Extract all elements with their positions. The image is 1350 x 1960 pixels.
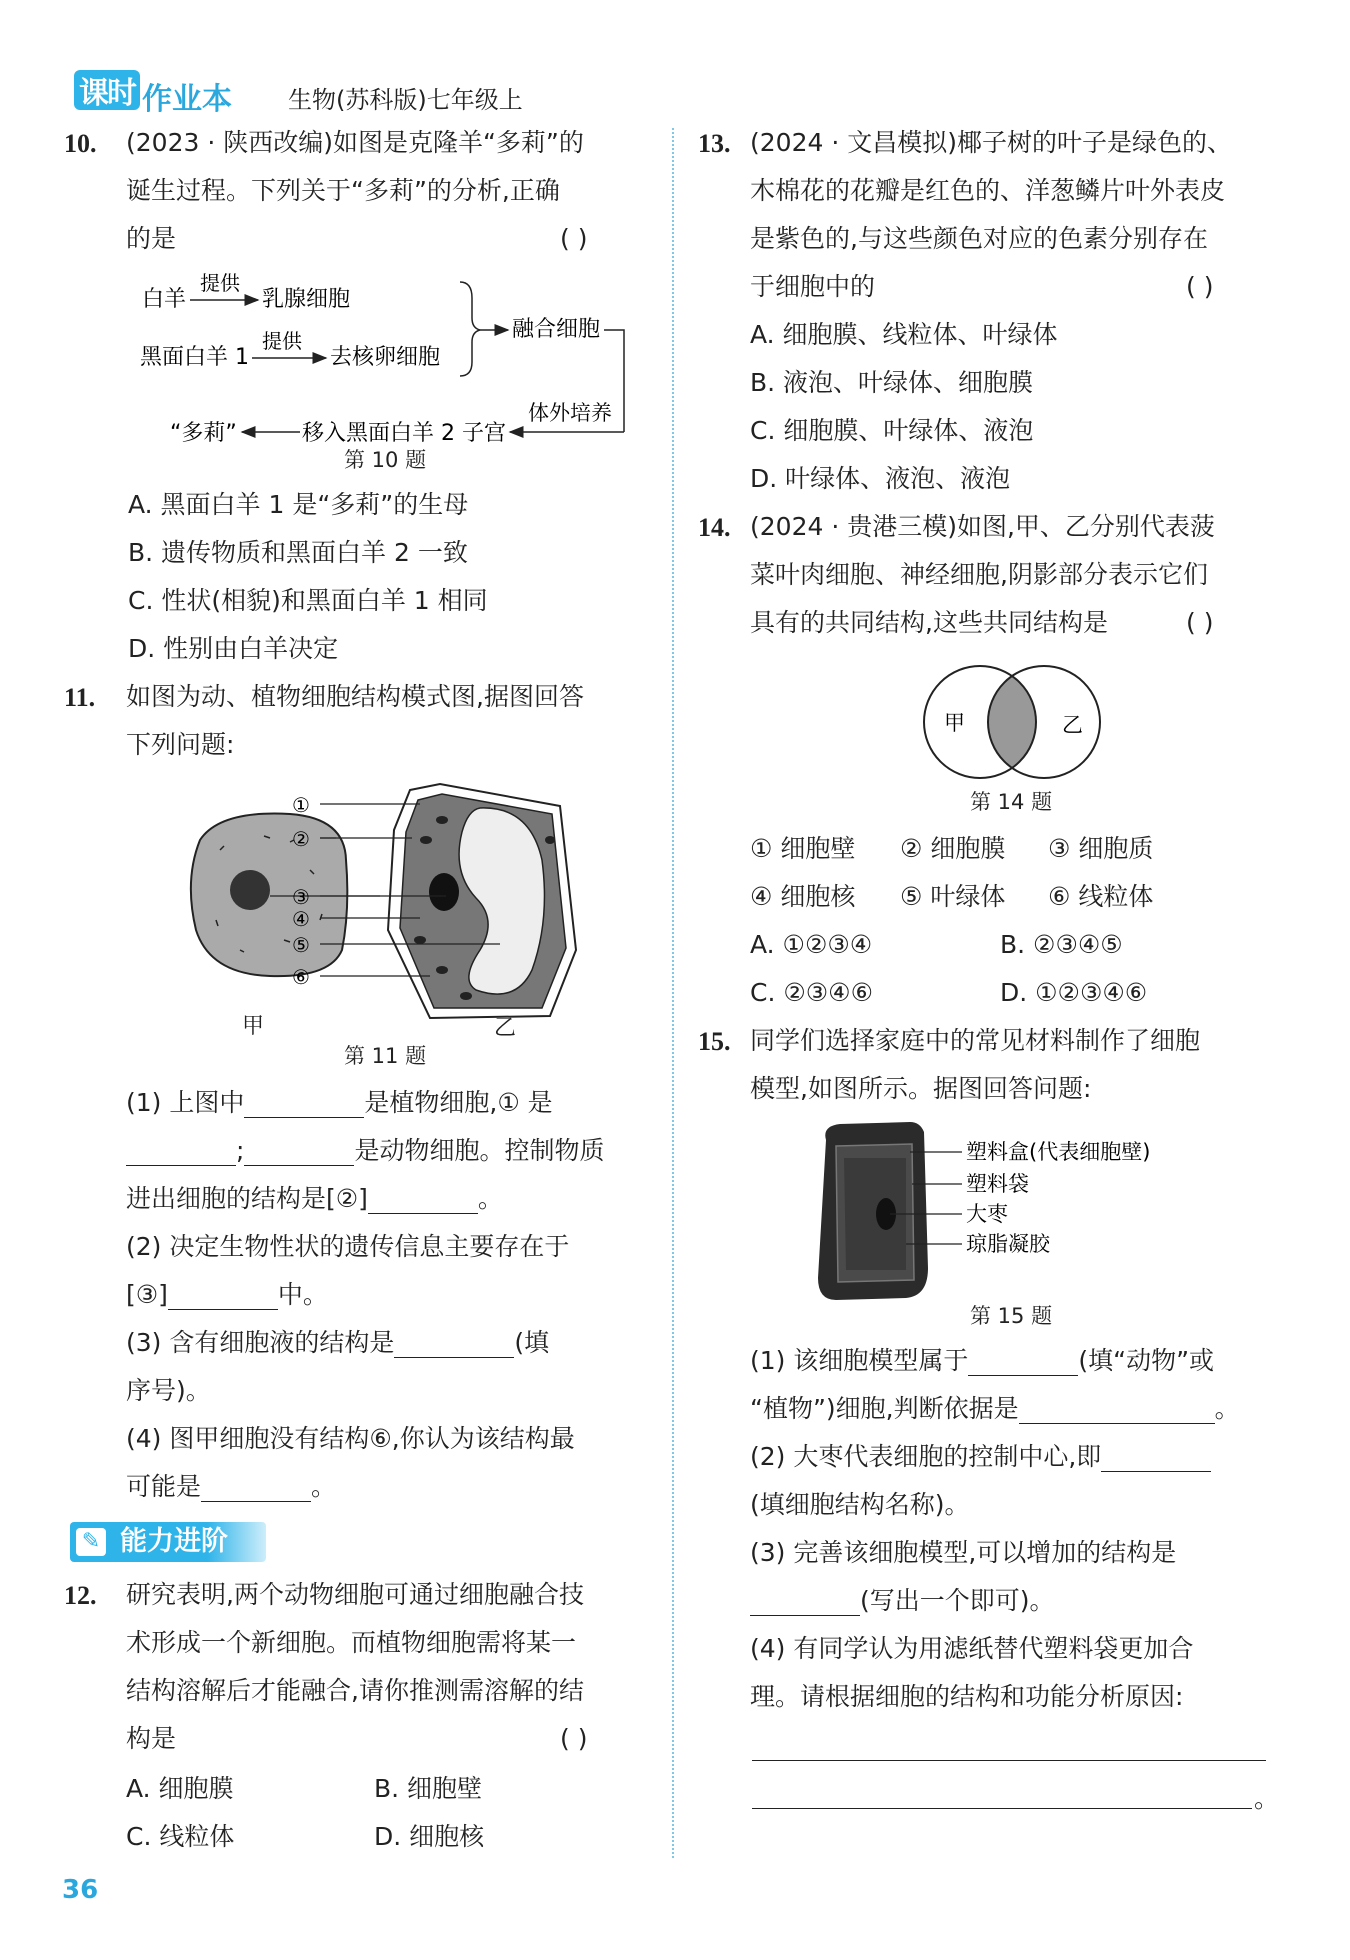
q11-caption: 第 11 题 bbox=[344, 1044, 427, 1068]
q13-number: 13. bbox=[698, 129, 731, 158]
q15-number: 15. bbox=[698, 1027, 731, 1056]
venn-label-right: 乙 bbox=[1062, 713, 1083, 737]
q13-option-c: C. 细胞膜、叶绿体、液泡 bbox=[750, 416, 1034, 445]
q15-caption: 第 15 题 bbox=[970, 1304, 1053, 1328]
dia-enucleated: 去核卵细胞 bbox=[330, 345, 441, 370]
q14-item: ① 细胞壁 bbox=[750, 834, 856, 863]
q11-line: 下列问题: bbox=[126, 730, 235, 759]
q11-line: 如图为动、植物细胞结构模式图,据图回答 bbox=[126, 682, 584, 711]
venn-label-left: 甲 bbox=[944, 711, 965, 735]
q14-item: ④ 细胞核 bbox=[750, 882, 856, 911]
q12-line: 结构溶解后才能融合,请你推测需溶解的结 bbox=[126, 1676, 584, 1705]
q15-sub1: (1) 该细胞模型属于 (填“动物”或 bbox=[750, 1346, 1215, 1375]
q11-label-jia: 甲 bbox=[242, 1014, 265, 1039]
q10-option-a: A. 黑面白羊 1 是“多莉”的生母 bbox=[128, 490, 469, 519]
q12-number: 12. bbox=[64, 1581, 97, 1610]
q13-option-a: A. 细胞膜、线粒体、叶绿体 bbox=[750, 320, 1058, 349]
column-divider bbox=[672, 128, 674, 1858]
q13-line: 是紫色的,与这些颜色对应的色素分别存在 bbox=[750, 224, 1208, 253]
q14-item: ③ 细胞质 bbox=[1048, 834, 1154, 863]
label-4: ④ bbox=[292, 907, 310, 931]
label-2: ② bbox=[292, 827, 310, 851]
dia-brace bbox=[460, 282, 480, 376]
header-logo-sub: 作业本 bbox=[142, 82, 232, 117]
q13-answer-paren: ( ) bbox=[1186, 272, 1214, 301]
q10-option-d: D. 性别由白羊决定 bbox=[128, 634, 339, 663]
q15-sub3: (3) 完善该细胞模型,可以增加的结构是 bbox=[750, 1538, 1177, 1567]
q15-sub4: (4) 有同学认为用滤纸替代塑料袋更加合 bbox=[750, 1634, 1194, 1663]
q14-option-b: B. ②③④⑤ bbox=[1000, 930, 1123, 959]
q14-line: 具有的共同结构,这些共同结构是 bbox=[750, 608, 1108, 637]
model-label: 塑料盒(代表细胞壁) bbox=[966, 1140, 1151, 1164]
answer-blank[interactable] bbox=[394, 1333, 514, 1358]
q13-line: 于细胞中的 bbox=[750, 272, 876, 301]
q11-number: 11. bbox=[64, 683, 96, 712]
answer-blank[interactable] bbox=[368, 1189, 478, 1214]
q11-label-yi: 乙 bbox=[494, 1016, 517, 1041]
answer-blank[interactable] bbox=[244, 1141, 354, 1166]
dia-white-sheep: 白羊 bbox=[142, 287, 187, 312]
q11-sub3-cont: 序号)。 bbox=[126, 1376, 211, 1405]
q14-number: 14. bbox=[698, 513, 731, 542]
q11-sub1: (1) 上图中 是植物细胞,① 是 bbox=[126, 1088, 553, 1117]
dia-dolly: “多莉” bbox=[170, 421, 237, 446]
q11-sub4-cont: 可能是 。 bbox=[126, 1472, 337, 1501]
dia-culture: 体外培养 bbox=[528, 401, 612, 425]
q14-item: ② 细胞膜 bbox=[900, 834, 1006, 863]
q12-option-b: B. 细胞壁 bbox=[374, 1774, 483, 1803]
header-logo: 课时 bbox=[74, 70, 140, 110]
q12-option-a: A. 细胞膜 bbox=[126, 1774, 234, 1803]
q11-sub2: (2) 决定生物性状的遗传信息主要存在于 bbox=[126, 1232, 570, 1261]
answer-blank[interactable] bbox=[968, 1351, 1078, 1376]
q15-sub3-cont: (写出一个即可)。 bbox=[750, 1586, 1055, 1616]
answer-blank[interactable] bbox=[244, 1093, 364, 1118]
dia-provide1: 提供 bbox=[200, 271, 240, 295]
q12-line: 构是 bbox=[126, 1724, 177, 1753]
answer-blank[interactable] bbox=[168, 1285, 278, 1310]
label-3: ③ bbox=[292, 885, 310, 909]
q10-option-b: B. 遗传物质和黑面白羊 2 一致 bbox=[128, 538, 468, 567]
pencil-icon: ✎ bbox=[76, 1528, 106, 1556]
answer-blank[interactable] bbox=[201, 1477, 311, 1502]
animal-nucleus bbox=[230, 870, 270, 910]
q11-sub4: (4) 图甲细胞没有结构⑥,你认为该结构最 bbox=[126, 1424, 575, 1453]
dia-transfer: 移入黑面白羊 2 子宫 bbox=[302, 421, 506, 446]
q14-item: ⑥ 线粒体 bbox=[1048, 882, 1154, 911]
q14-answer-paren: ( ) bbox=[1186, 608, 1214, 637]
q13-line: 木棉花的花瓣是红色的、洋葱鳞片叶外表皮 bbox=[750, 176, 1226, 205]
q14-venn-diagram bbox=[920, 660, 1110, 790]
q10-option-c: C. 性状(相貌)和黑面白羊 1 相同 bbox=[128, 586, 488, 615]
q13-line: (2024 · 文昌模拟)椰子树的叶子是绿色的、 bbox=[750, 128, 1232, 157]
q14-option-a: A. ①②③④ bbox=[750, 930, 873, 959]
q11-sub1-cont: ; 是动物细胞。控制物质 bbox=[126, 1136, 604, 1166]
label-6: ⑥ bbox=[292, 965, 310, 989]
q12-option-d: D. 细胞核 bbox=[374, 1822, 485, 1851]
q10-caption: 第 10 题 bbox=[344, 448, 427, 472]
answer-line[interactable] bbox=[752, 1760, 1266, 1761]
model-label: 塑料袋 bbox=[966, 1172, 1029, 1196]
q10-line: 的是 bbox=[126, 224, 177, 253]
q11-sub2-cont: [③] 中。 bbox=[126, 1280, 328, 1309]
q11-cell-diagram bbox=[180, 780, 600, 1040]
section-header-ability: 能力进阶 bbox=[70, 1522, 266, 1562]
q15-line: 模型,如图所示。据图回答问题: bbox=[750, 1074, 1092, 1103]
answer-blank[interactable] bbox=[750, 1591, 860, 1616]
q10-number: 10. bbox=[64, 129, 97, 158]
label-1: ① bbox=[292, 793, 310, 817]
q13-option-b: B. 液泡、叶绿体、细胞膜 bbox=[750, 368, 1034, 397]
answer-blank[interactable] bbox=[126, 1141, 236, 1166]
dia-black-sheep1: 黑面白羊 1 bbox=[140, 345, 249, 370]
dia-provide2: 提供 bbox=[262, 329, 302, 353]
q10-cloning-diagram bbox=[130, 270, 640, 470]
q10-line: (2023 · 陕西改编)如图是克隆羊“多莉”的 bbox=[126, 128, 584, 157]
model-label: 大枣 bbox=[966, 1202, 1008, 1226]
q14-option-c: C. ②③④⑥ bbox=[750, 978, 873, 1007]
q12-line: 术形成一个新细胞。而植物细胞需将某一 bbox=[126, 1628, 577, 1657]
q12-line: 研究表明,两个动物细胞可通过细胞融合技 bbox=[126, 1580, 584, 1609]
q15-sub4-cont: 理。请根据细胞的结构和功能分析原因: bbox=[750, 1682, 1184, 1711]
answer-blank[interactable] bbox=[1019, 1399, 1215, 1424]
q15-cell-model-photo bbox=[810, 1118, 1230, 1318]
q15-sub2: (2) 大枣代表细胞的控制中心,即 bbox=[750, 1442, 1211, 1472]
answer-blank[interactable] bbox=[1101, 1447, 1211, 1472]
q10-line: 诞生过程。下列关于“多莉”的分析,正确 bbox=[126, 176, 560, 205]
q12-option-c: C. 线粒体 bbox=[126, 1822, 235, 1851]
q15-sub4-end: 。 bbox=[1254, 1784, 1280, 1813]
q14-option-d: D. ①②③④⑥ bbox=[1000, 978, 1148, 1007]
q13-option-d: D. 叶绿体、液泡、液泡 bbox=[750, 464, 1011, 493]
page-number: 36 bbox=[62, 1875, 99, 1905]
q11-sub3: (3) 含有细胞液的结构是 (填 bbox=[126, 1328, 550, 1357]
label-5: ⑤ bbox=[292, 933, 310, 957]
q14-line: (2024 · 贵港三模)如图,甲、乙分别代表菠 bbox=[750, 512, 1215, 541]
q14-line: 菜叶肉细胞、神经细胞,阴影部分表示它们 bbox=[750, 560, 1208, 589]
dia-fused: 融合细胞 bbox=[512, 317, 601, 342]
q14-caption: 第 14 题 bbox=[970, 790, 1053, 814]
header-title: 生物(苏科版)七年级上 bbox=[288, 86, 523, 114]
q11-sub1-cont: 进出细胞的结构是[②] 。 bbox=[126, 1184, 503, 1213]
q12-answer-paren: ( ) bbox=[560, 1724, 588, 1753]
plant-nucleus bbox=[429, 873, 459, 911]
answer-line[interactable] bbox=[752, 1808, 1252, 1809]
q15-line: 同学们选择家庭中的常见材料制作了细胞 bbox=[750, 1026, 1201, 1055]
q14-item: ⑤ 叶绿体 bbox=[900, 882, 1006, 911]
q10-answer-paren: ( ) bbox=[560, 224, 588, 253]
model-label: 琼脂凝胶 bbox=[966, 1232, 1050, 1256]
q15-sub1-cont: “植物”)细胞,判断依据是 。 bbox=[750, 1394, 1240, 1423]
q15-sub2-cont: (填细胞结构名称)。 bbox=[750, 1490, 970, 1519]
dia-mammary: 乳腺细胞 bbox=[262, 287, 351, 312]
